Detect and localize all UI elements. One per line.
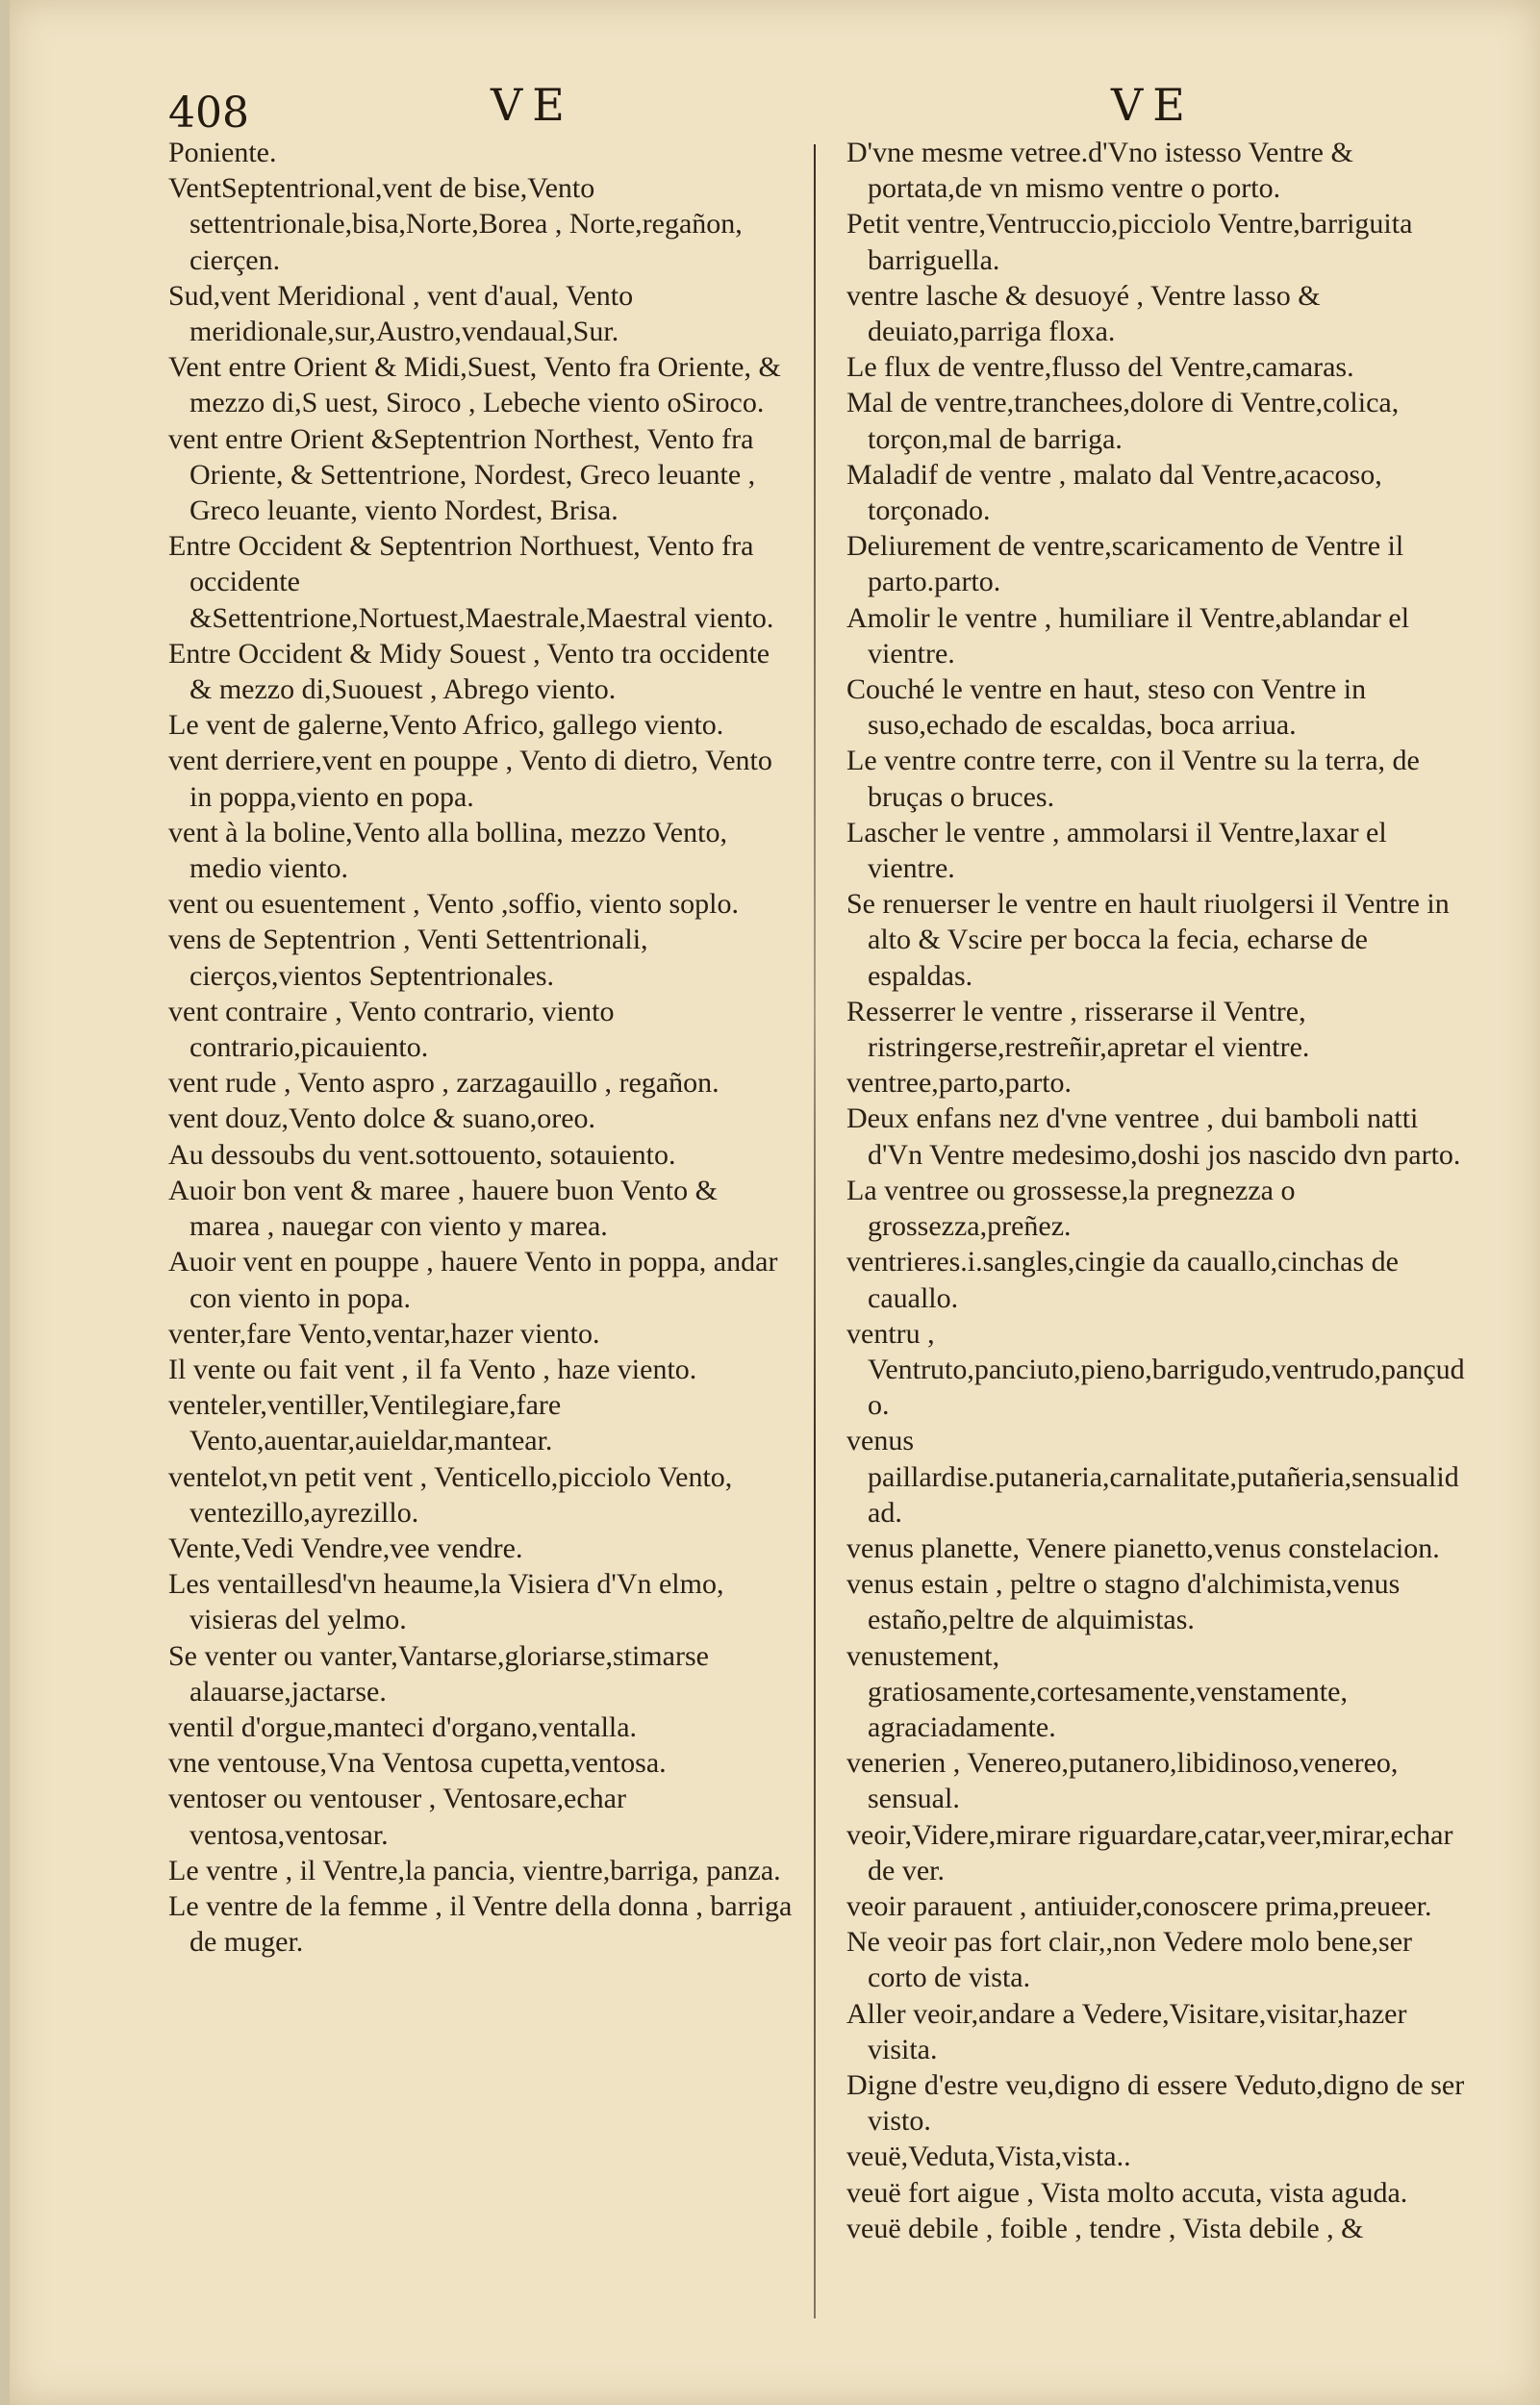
- dictionary-entry: veuë fort aigue , Vista molto accuta, vista aguda.: [846, 2176, 1408, 2209]
- dictionary-entry: Les ventaillesd'vn heaume,la Visiera d'Vn elmo, visieras del yelmo.: [168, 1568, 724, 1636]
- left-column: [168, 135, 794, 1960]
- dictionary-entry: vent derriere,vent en pouppe , Vento di dietro, Vento in poppa,viento en popa.: [168, 745, 772, 813]
- dictionary-entry: venus planette, Venere pianetto,venus constelacion.: [846, 1532, 1440, 1564]
- dictionary-entry: Petit ventre,Ventruccio,picciolo Ventre,barriguita barriguella.: [846, 208, 1413, 276]
- column-divider: [814, 144, 816, 2318]
- dictionary-entry: Le ventre de la femme , il Ventre della donna , barriga de muger.: [168, 1889, 793, 1959]
- right-column: [846, 135, 1472, 2246]
- dictionary-entry: venteler,ventiller,Ventilegiare,fare Vento,auentar,auieldar,mantear.: [168, 1389, 562, 1457]
- dictionary-entry: vens de Septentrion , Venti Settentrionali, cierços,vientos Septentrionales.: [168, 924, 648, 992]
- dictionary-entry: venustement, gratiosamente,cortesamente,venstamente, agraciadamente.: [846, 1639, 1348, 1743]
- dictionary-entry: veuë debile , foible , tendre , Vista debile , &: [846, 2212, 1364, 2244]
- dictionary-entry: vent entre Orient &Septentrion Northest, Vento fra Oriente, & Settentrione, Nordest, Greco leuante , Greco leuante, viento Nordest, Brisa.: [168, 422, 756, 527]
- dictionary-entry: vne ventouse,Vna Ventosa cupetta,ventosa.: [168, 1747, 667, 1780]
- page-number: 408: [168, 89, 249, 138]
- dictionary-entry: Vent entre Orient & Midi,Suest, Vento fra Oriente, & mezzo di,S uest, Siroco , Lebeche viento oSiroco.: [168, 351, 781, 419]
- dictionary-entry: Ne veoir pas fort clair,,non Vedere molo bene,ser corto de vista.: [846, 1926, 1413, 1994]
- dictionary-entry: veuë,Veduta,Vista,vista..: [846, 2140, 1131, 2173]
- dictionary-entry: ventoser ou ventouser , Ventosare,echar ventosa,ventosar.: [168, 1783, 626, 1851]
- dictionary-entry: venter,fare Vento,ventar,hazer viento.: [168, 1317, 600, 1350]
- dictionary-entry: venerien , Venereo,putanero,libidinoso,venereo, sensual.: [846, 1747, 1399, 1815]
- dictionary-entry: Deux enfans nez d'vne ventree , dui bamboli natti d'Vn Ventre medesimo,doshi jos nascido dvn parto.: [846, 1102, 1461, 1171]
- dictionary-entry: Auoir vent en pouppe , hauere Vento in poppa, andar con viento in popa.: [168, 1246, 778, 1314]
- dictionary-entry: Digne d'estre veu,digno di essere Veduto,digno de ser visto.: [846, 2068, 1465, 2138]
- dictionary-entry: vent ou esuentement , Vento ,soffio, viento soplo.: [168, 888, 739, 921]
- dictionary-entry: vent douz,Vento dolce & suano,oreo.: [168, 1102, 596, 1135]
- dictionary-entry: Il vente ou fait vent , il fa Vento , haze viento.: [168, 1353, 697, 1385]
- dictionary-entry: Resserrer le ventre , risserarse il Ventre, ristringerse,restreñir,apretar el vientre.: [846, 995, 1310, 1064]
- dictionary-entry: Poniente.: [168, 137, 277, 168]
- dictionary-entry: Mal de ventre,tranchees,dolore di Ventre,colica, torçon,mal de barriga.: [846, 387, 1400, 455]
- dictionary-entry: Couché le ventre en haut, steso con Ventre in suso,echado de escaldas, boca arriua.: [846, 673, 1367, 742]
- dictionary-entry: Lascher le ventre , ammolarsi il Ventre,laxar el vientre.: [846, 816, 1387, 885]
- dictionary-entry: ventree,parto,parto.: [846, 1067, 1073, 1100]
- dictionary-entry: venus estain , peltre o stagno d'alchimista,venus estaño,peltre de alquimistas.: [846, 1568, 1401, 1636]
- dictionary-entry: Maladif de ventre , malato dal Ventre,acacoso, torçonado.: [846, 458, 1382, 527]
- left-running-head: VE: [491, 79, 574, 131]
- dictionary-entry: venus paillardise.putaneria,carnalitate,putañeria,sensualidad.: [846, 1425, 1459, 1529]
- dictionary-entry: Entre Occident & Midy Souest , Vento tra occidente & mezzo di,Suouest , Abrego viento.: [168, 637, 770, 706]
- dictionary-entry: ventru , Ventruto,panciuto,pieno,barrigudo,ventrudo,pançudo.: [846, 1317, 1465, 1422]
- right-running-head: VE: [1111, 79, 1195, 131]
- dictionary-entry: Le ventre , il Ventre,la pancia, vientre,barriga, panza.: [168, 1854, 781, 1886]
- dictionary-entry: Amolir le ventre , humiliare il Ventre,ablandar el vientre.: [846, 601, 1410, 670]
- dictionary-entry: veoir parauent , antiuider,conoscere prima,preueer.: [846, 1889, 1432, 1922]
- dictionary-entry: veoir,Videre,mirare riguardare,catar,veer,mirar,echar de ver.: [846, 1818, 1453, 1886]
- dictionary-entry: Auoir bon vent & maree , hauere buon Vento & marea , nauegar con viento y marea.: [168, 1174, 718, 1243]
- dictionary-entry: Le flux de ventre,flusso del Ventre,camaras.: [846, 351, 1354, 384]
- dictionary-entry: La ventree ou grossesse,la pregnezza o grossezza,preñez.: [846, 1174, 1296, 1243]
- dictionary-entry: vent rude , Vento aspro , zarzagauillo , regañon.: [168, 1067, 720, 1100]
- dictionary-entry: Le ventre contre terre, con il Ventre su la terra, de bruças o bruces.: [846, 745, 1420, 813]
- dictionary-entry: Se renuerser le ventre en hault riuolgersi il Ventre in alto & Vscire per bocca la fecia, echarse de espaldas.: [846, 888, 1450, 992]
- dictionary-page: [10, 0, 1540, 2405]
- dictionary-entry: D'vne mesme vetree.d'Vno istesso Ventre & portata,de vn mismo ventre o porto.: [846, 137, 1353, 205]
- dictionary-entry: Entre Occident & Septentrion Northuest, Vento fra occidente &Settentrione,Nortuest,Maestrale,Maestral viento.: [168, 530, 774, 634]
- dictionary-entry: vent à la boline,Vento alla bollina, mezzo Vento, medio viento.: [168, 816, 727, 885]
- dictionary-entry: VentSeptentrional,vent de bise,Vento settentrionale,bisa,Norte,Borea , Norte,regañon, cierçen.: [168, 172, 743, 276]
- dictionary-entry: Deliurement de ventre,scaricamento de Ventre il parto.parto.: [846, 530, 1404, 598]
- dictionary-entry: Sud,vent Meridional , vent d'aual, Vento meridionale,sur,Austro,vendaual,Sur.: [168, 279, 634, 348]
- dictionary-entry: Se venter ou vanter,Vantarse,gloriarse,stimarse alauarse,jactarse.: [168, 1639, 709, 1708]
- dictionary-entry: Le vent de galerne,Vento Africo, gallego viento.: [168, 709, 724, 742]
- dictionary-entry: Au dessoubs du vent.sottouento, sotauiento.: [168, 1138, 676, 1171]
- dictionary-entry: vent contraire , Vento contrario, viento contrario,picauiento.: [168, 995, 615, 1064]
- dictionary-entry: Vente,Vedi Vendre,vee vendre.: [168, 1532, 523, 1564]
- dictionary-entry: ventelot,vn petit vent , Venticello,picciolo Vento, ventezillo,ayrezillo.: [168, 1460, 733, 1529]
- dictionary-entry: ventil d'orgue,manteci d'organo,ventalla.: [168, 1710, 638, 1743]
- dictionary-entry: Aller veoir,andare a Vedere,Visitare,visitar,hazer visita.: [846, 1997, 1407, 2065]
- dictionary-entry: ventrieres.i.sangles,cingie da cauallo,cinchas de cauallo.: [846, 1246, 1399, 1314]
- dictionary-entry: ventre lasche & desuoyé , Ventre lasso & deuiato,parriga floxa.: [846, 279, 1321, 348]
